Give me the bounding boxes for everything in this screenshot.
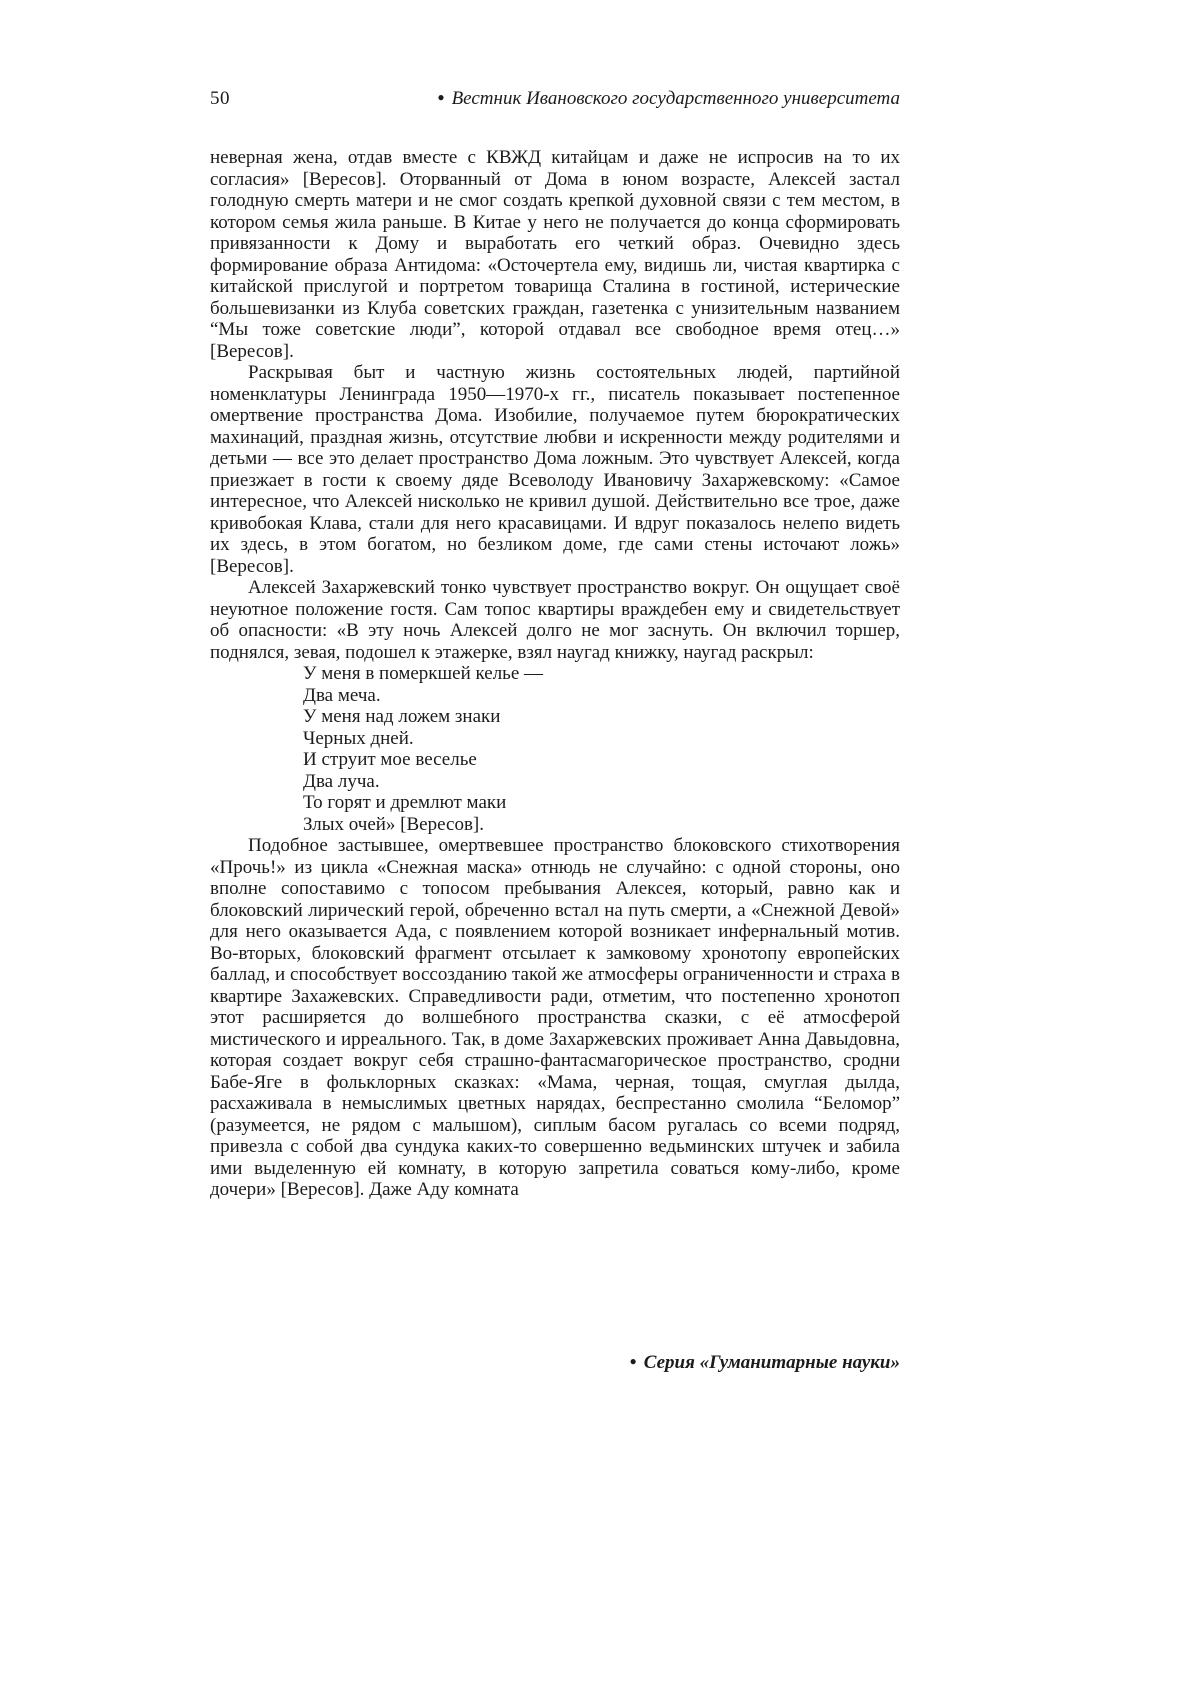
poem-line: Злых очей» [Вересов]. (303, 813, 485, 835)
running-footer (210, 1352, 900, 1374)
body-paragraph-3: Алексей Захаржевский тонко чувствует пространство вокруг. Он ощущает своё неуютное положение гостя. Сам топос квартиры враждебен ему и свидетельствует об опасности: «В эту ночь Алексей долго не мог заснуть. Он включил торшер, поднялся, зевая, подошел к этажерке, взял наугад книжку, наугад раскрыл: (210, 577, 900, 663)
header-bullet-icon: ● (437, 90, 445, 104)
body-paragraph-1: неверная жена, отдав вместе с КВЖД китайцам и даже не испросив на то их согласия» [Вересов]. Оторванный от Дома в юном возрасте, Алексей застал голодную смерть матери и не смог создать крепкой духовной связи с тем местом, в котором семья жила раньше. В Китае у него не получается до конца сформировать привязанности к Дому и выработать его четкий образ. Очевидно здесь формирование образа Антидома: «Осточертела ему, видишь ли, чистая квартирка с китайской прислугой и портретом товарища Сталина в гостиной, истерические большевизанки из Клуба советских граждан, газетенка с унизительным названием “Мы тоже советские люди”, которой отдавал все свободное время отец…» [Вересов]. (210, 147, 900, 362)
series-title: Серия «Гуманитарные науки» (643, 1352, 900, 1373)
poem-line: Два меча. (303, 684, 381, 706)
poem-line: У меня над ложем знаки (303, 706, 501, 727)
journal-title-text: Вестник Ивановского государственного университета (451, 88, 900, 109)
journal-title (437, 88, 900, 110)
article-body (210, 147, 900, 1201)
body-paragraph-4: Подобное застывшее, омертвевшее пространство блоковского стихотворения «Прочь!» из цикла «Снежная маска» отнюдь не случайно: с одной стороны, оно вполне сопоставимо с топосом пребывания Алексея, который, равно как и блоковский лирический герой, обреченно встал на путь смерти, а «Снежной Девой» для него оказывается Ада, с появлением которой возникает инфернальный мотив. Во-вторых, блоковский фрагмент отсылает к замковому хронотопу европейских баллад, и способствует воссозданию такой же атмосферы ограниченности и страха в квартире Захажевских. Справедливости ради, отметим, что постепенно хронотоп этот расширяется до волшебного пространства сказки, с её атмосферой мистического и ирреального. Так, в доме Захаржевских проживает Анна Давыдовна, которая создает вокруг себя страшно-фантасмагорическое пространство, сродни Бабе-Яге в фольклорных сказках: «Мама, черная, тощая, смуглая дылда, расхаживала в немыслимых цветных нарядах, беспрестанно смолила “Беломор” (разумеется, не рядом с малышом), сиплым басом ругалась со всеми подряд, привезла с собой два сундука каких-то совершенно ведьминских штучек и забила ими выделенную ей комнату, в которую запретила соваться кому-либо, кроме дочери» [Вересов]. Даже Аду комната (210, 835, 900, 1200)
poem-line: То горят и дремлют маки (303, 792, 507, 813)
footer-bullet-icon: ● (629, 1354, 637, 1368)
poem-line: И струит мое веселье (303, 749, 477, 770)
body-paragraph-2: Раскрывая быт и частную жизнь состоятельных людей, партийной номенклатуры Ленинграда 1950—1970-х гг., писатель показывает постепенное омертвение пространства Дома. Изобилие, получаемое путем бюрократических махинаций, праздная жизнь, отсутствие любви и искренности между родителями и детьми — все это делает пространство Дома ложным. Это чувствует Алексей, когда приезжает в гости к своему дяде Всеволоду Ивановичу Захаржевскому: «Самое интересное, что Алексей нисколько не кривил душой. Действительно все трое, даже кривобокая Клава, стали для него красавицами. И вдруг показалось нелепо видеть их здесь, в этом богатом, но безликом доме, где сами стены источают ложь» [Вересов]. (210, 362, 900, 577)
poem-line: Черных дней. (303, 727, 414, 749)
poem-block (303, 663, 900, 835)
running-header (210, 88, 900, 110)
poem-line: Два луча. (303, 770, 380, 792)
poem-line: У меня в померкшей келье — (303, 663, 544, 684)
page-number: 50 (210, 88, 230, 109)
